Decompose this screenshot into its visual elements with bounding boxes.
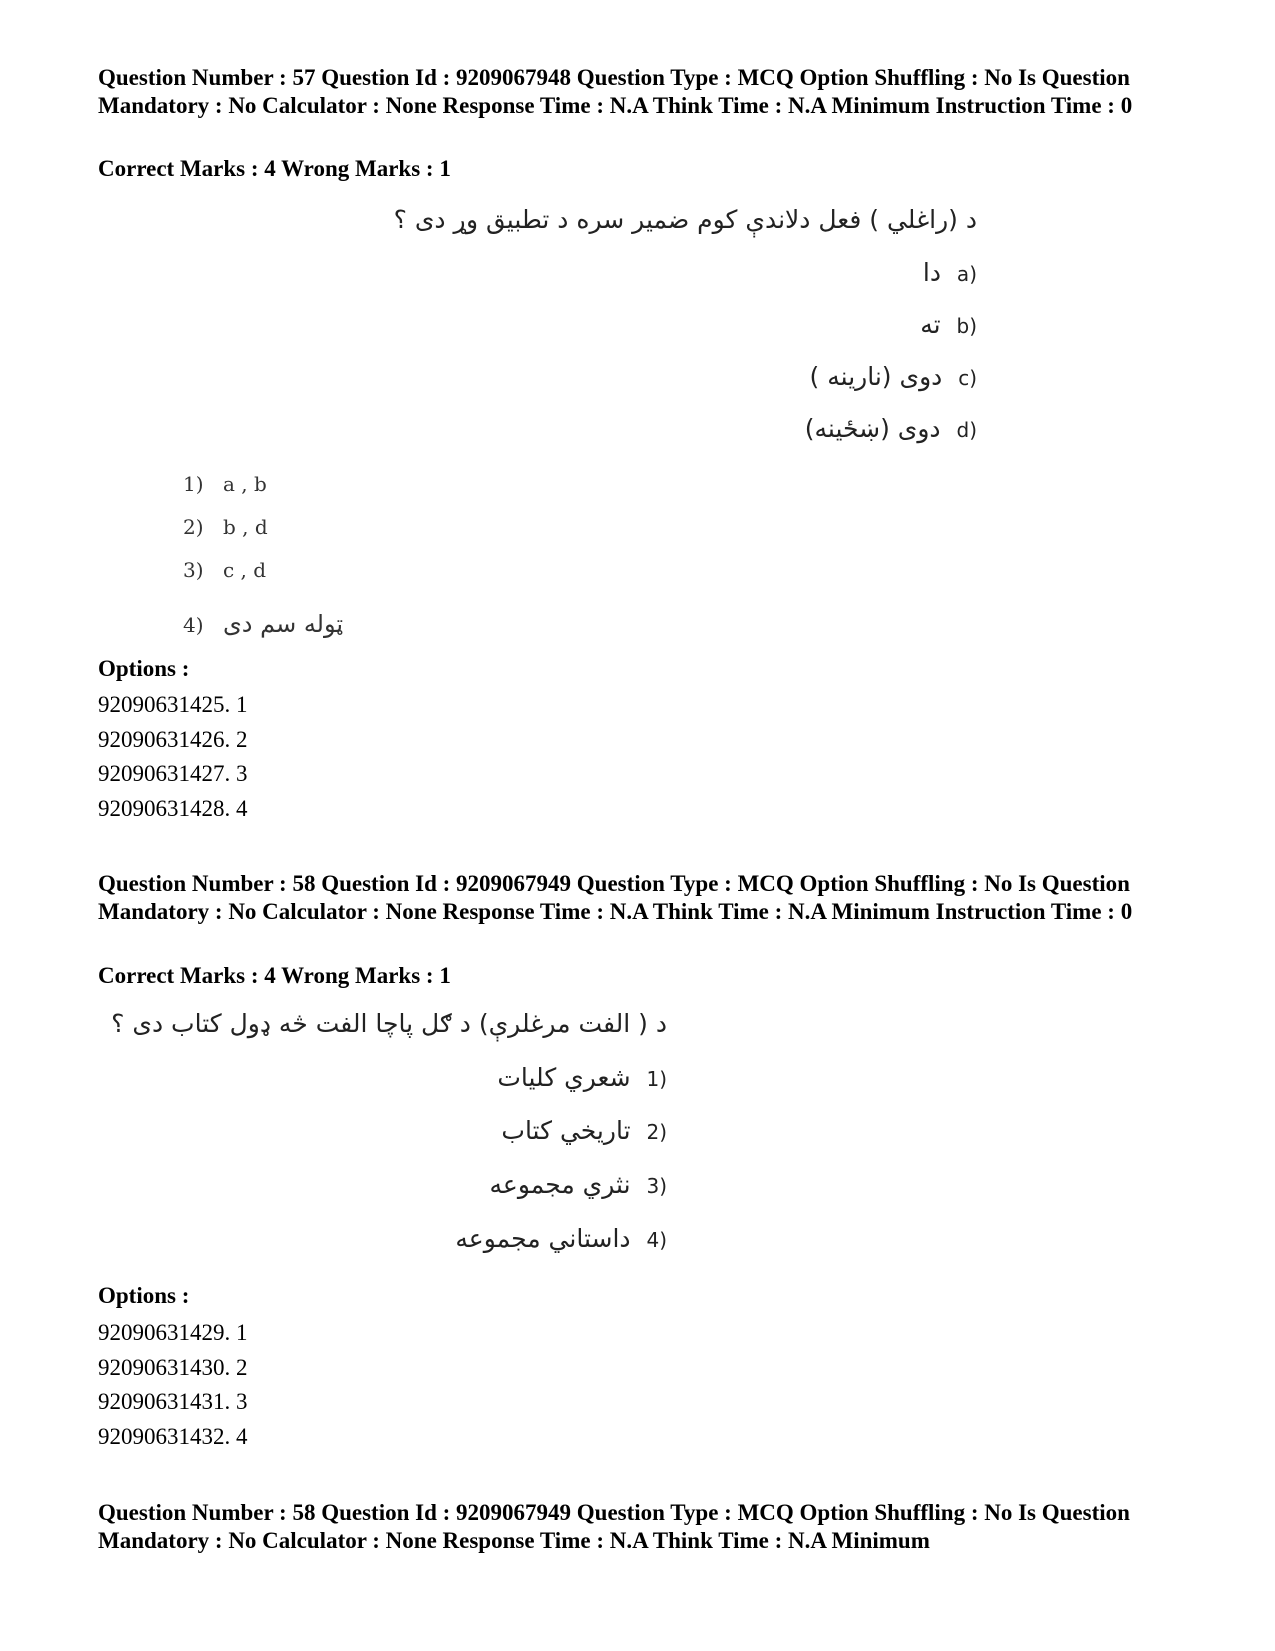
q57-item-d: (d دوی (ښځينه) [804, 414, 977, 443]
q57-item-b: (b ته [920, 310, 977, 339]
q58-options-title: Options : [98, 1283, 190, 1308]
q58-item-3: (3 نثري مجموعه [489, 1170, 667, 1199]
q58-item-4: (4 داستاني مجموعه [455, 1224, 667, 1253]
q57-item-a: (a دا [922, 258, 977, 287]
q57-choice-1: 1) a , b [183, 472, 267, 496]
q57-option-2: 92090631426. 2 [98, 726, 248, 752]
q58-option-2: 92090631430. 2 [98, 1354, 248, 1380]
q57-item-c: (c دوی (نارينه ) [809, 362, 977, 391]
q58-item-1: (1 شعري کليات [497, 1063, 667, 1092]
q57-options-list [98, 688, 248, 826]
q57-choice-4: 4) ټوله سم دی [183, 610, 344, 638]
q58-option-4: 92090631432. 4 [98, 1423, 248, 1449]
q57-option-3: 92090631427. 3 [98, 761, 248, 786]
q57-marks: Correct Marks : 4 Wrong Marks : 1 [98, 156, 451, 181]
q58-marks: Correct Marks : 4 Wrong Marks : 1 [98, 963, 451, 988]
q58-options-list [98, 1316, 248, 1454]
q57-options-title: Options : [98, 656, 190, 681]
q57-header: Question Number : 57 Question Id : 9209067948 Question Type : MCQ Option Shuffling : No Is Question Mandatory : No Calculator : None Response Time : N.A Think Time : N.A Minimum Instruction Time : 0 [98, 65, 1133, 118]
q58-stem: د ( الفت مرغلرې) د ګل پاچا الفت څه ډول کتاب دی ؟ [111, 1009, 667, 1038]
q58-option-1: 92090631429. 1 [98, 1320, 248, 1345]
q58-header: Question Number : 58 Question Id : 9209067949 Question Type : MCQ Option Shuffling : No Is Question Mandatory : No Calculator : None Response Time : N.A Think Time : N.A Minimum Instruction Time : 0 [98, 871, 1133, 924]
q57-option-4: 92090631428. 4 [98, 795, 248, 821]
q57-choice-3: 3) c , d [183, 558, 267, 582]
q58-item-2: (2 تاريخي کتاب [501, 1116, 667, 1145]
q57-stem: د (راغلي ) فعل دلاندې کوم ضمير سره د تطبيق وړ دی ؟ [393, 205, 977, 234]
q57-choice-2: 2) b , d [183, 515, 268, 539]
q58-option-3: 92090631431. 3 [98, 1389, 248, 1414]
q58-repeat-header: Question Number : 58 Question Id : 9209067949 Question Type : MCQ Option Shuffling : No Is Question Mandatory : No Calculator : None Response Time : N.A Think Time : N.A Minimum [98, 1500, 1130, 1553]
q57-option-1: 92090631425. 1 [98, 692, 248, 717]
